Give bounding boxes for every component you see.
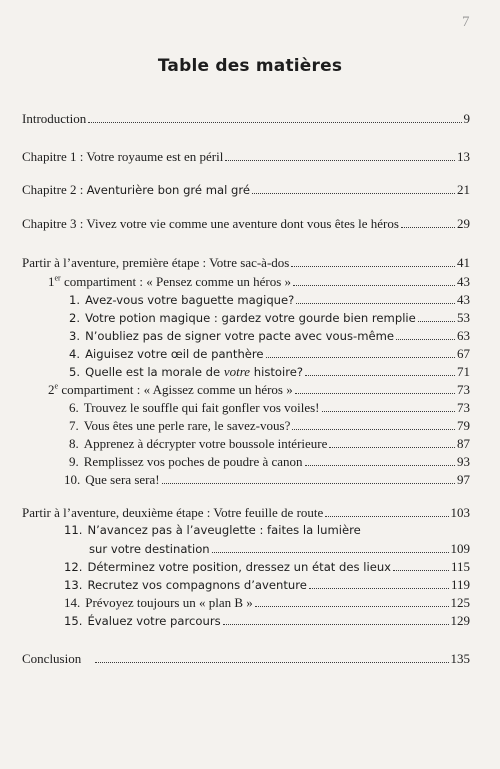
toc-entry-page: 43 [457, 292, 470, 307]
toc-entry-label: Vous êtes une perle rare, le savez-vous? [83, 418, 291, 433]
page-number: 7 [462, 14, 470, 30]
dot-leader [255, 595, 449, 607]
toc-entry-number: 7. [69, 418, 79, 433]
toc-entry-number: 5. [69, 365, 81, 379]
dot-leader [292, 418, 455, 430]
toc-entry-label: Recrutez vos compagnons d’aventure [87, 578, 307, 592]
toc-entry-page: 41 [457, 255, 470, 270]
dot-leader [95, 651, 448, 663]
toc-entry-number: 11. [64, 523, 83, 537]
toc-entry-section-14 [64, 594, 470, 611]
toc-entry-section-8 [69, 435, 470, 452]
toc-entry-section-13 [64, 576, 470, 594]
toc-entry-page: 29 [457, 216, 470, 231]
toc-entry-page: 73 [457, 382, 470, 397]
dot-leader [305, 454, 455, 466]
toc-entry-number: 4. [69, 347, 81, 361]
toc-entry-label: Partir à l’aventure, première étape : Votre sac-à-dos [22, 255, 290, 270]
toc-entry-page: 73 [457, 400, 470, 415]
toc-entry-compartment-2 [48, 381, 470, 398]
toc-entry-label: Prévoyez toujours un « plan B » [85, 595, 253, 610]
toc-entry-section-6 [69, 399, 470, 416]
dot-leader [212, 541, 449, 553]
toc-entry-label: Trouvez le souffle qui fait gonfler vos voiles! [83, 400, 320, 415]
dot-leader [418, 310, 455, 322]
dot-leader [252, 182, 455, 194]
toc-entry-page: 93 [457, 454, 470, 469]
toc-entry-page: 43 [457, 274, 470, 289]
toc-entry-section-12 [64, 558, 470, 576]
dot-leader [295, 382, 455, 394]
toc-entry-section-2 [69, 309, 470, 327]
toc-entry-label: Votre potion magique : gardez votre gourde bien remplie [85, 311, 416, 325]
toc-entry-section-9 [69, 453, 470, 470]
toc-entry-page: 119 [450, 577, 470, 592]
toc-entry-number: 6. [69, 400, 79, 415]
toc-entry-section-4 [69, 345, 470, 363]
dot-leader [396, 328, 455, 340]
toc-entry-label: Chapitre 1 : Votre royaume est en péril [22, 149, 224, 164]
toc-entry-label: Chapitre 2 : Aventurière bon gré mal gré [22, 182, 251, 197]
toc-entry-label: sur votre destination [89, 542, 210, 556]
toc-entry-chapter-1 [22, 148, 470, 165]
toc-entry-page: 109 [450, 541, 470, 556]
toc-entry-number: 3. [69, 329, 81, 343]
dot-leader [88, 111, 461, 123]
toc-entry-label: Aiguisez votre œil de panthère [85, 347, 264, 361]
toc-entry-page: 135 [450, 651, 470, 666]
toc-entry-label: N’oubliez pas de signer votre pacte avec vous-même [85, 329, 395, 343]
toc-entry-label: 2e compartiment : « Agissez comme un héros » [48, 381, 293, 397]
dot-leader [291, 255, 455, 267]
toc-entry-label: Que sera sera! [85, 472, 160, 487]
dot-leader [305, 364, 455, 376]
toc-entry-number: 9. [69, 454, 79, 469]
toc-entry-label: N’avancez pas à l’aveuglette : faites la lumière [87, 523, 361, 537]
dot-leader [293, 274, 455, 286]
page-title: Table des matières [157, 56, 343, 76]
toc-entry-label: Évaluez votre parcours [87, 614, 221, 628]
toc-entry-part-2 [22, 504, 470, 521]
toc-entry-label: Chapitre 3 : Vivez votre vie comme une aventure dont vous êtes le héros [22, 216, 399, 231]
dot-leader [322, 400, 455, 412]
dot-leader [266, 346, 455, 358]
dot-leader [223, 613, 449, 625]
toc-entry-section-5 [69, 363, 470, 381]
toc-entry-chapter-2 [22, 181, 470, 199]
toc-entry-page: 21 [457, 182, 470, 197]
toc-entry-section-11 [64, 522, 470, 539]
toc-entry-page: 125 [450, 595, 470, 610]
toc-entry-page: 79 [457, 418, 470, 433]
toc-entry-page: 129 [450, 613, 470, 628]
toc-entry-number: 12. [64, 560, 83, 574]
toc-entry-section-1 [69, 291, 470, 309]
toc-entry-section-7 [69, 417, 470, 434]
toc-entry-part-1 [22, 254, 470, 271]
toc-entry-number: 15. [64, 614, 83, 628]
dot-leader [329, 436, 455, 448]
dot-leader [309, 577, 449, 589]
toc-entry-page: 97 [457, 472, 470, 487]
toc-entry-section-15 [64, 612, 470, 630]
toc-entry-page: 13 [457, 149, 470, 164]
toc-entry-section-10 [64, 471, 470, 488]
toc-entry-label: Remplissez vos poches de poudre à canon [83, 454, 303, 469]
toc-entry-label: 1er compartiment : « Pensez comme un héros » [48, 273, 292, 289]
toc-entry-label: Introduction [22, 111, 87, 126]
toc-entry-page: 71 [457, 364, 470, 379]
dot-leader [162, 472, 455, 484]
toc-entry-number: 13. [64, 578, 83, 592]
toc-entry-label: Quelle est la morale de votre histoire? [85, 364, 304, 379]
toc-entry-page: 103 [450, 505, 470, 520]
toc-entry-page: 115 [450, 559, 470, 574]
toc-entry-page: 9 [463, 111, 470, 126]
toc-entry-compartment-1 [48, 273, 470, 290]
toc-entry-number: 8. [69, 436, 79, 451]
toc-entry-introduction [22, 110, 470, 127]
toc-entry-chapter-3 [22, 215, 470, 232]
dot-leader [401, 216, 455, 228]
toc-entry-label: Partir à l’aventure, deuxième étape : Votre feuille de route [22, 505, 324, 520]
toc-entry-number: 1. [69, 293, 81, 307]
toc-entry-number: 10. [64, 472, 81, 487]
toc-entry-conclusion [22, 650, 470, 667]
toc-entry-page: 53 [457, 310, 470, 325]
toc-entry-page: 87 [457, 436, 470, 451]
toc-entry-label: Apprenez à décrypter votre boussole intérieure [83, 436, 328, 451]
dot-leader [296, 292, 455, 304]
toc-entry-label: Avez-vous votre baguette magique? [85, 293, 295, 307]
toc-entry-number: 2. [69, 311, 81, 325]
toc-entry-section-11-continued [89, 540, 470, 558]
dot-leader [225, 149, 455, 161]
toc-entry-section-3 [69, 327, 470, 345]
toc-entry-page: 63 [457, 328, 470, 343]
toc-entry-label: Conclusion [22, 651, 82, 666]
toc-entry-label: Déterminez votre position, dressez un état des lieux [87, 560, 392, 574]
toc-entry-page: 67 [457, 346, 470, 361]
dot-leader [393, 559, 449, 571]
toc-entry-number: 14. [64, 595, 81, 610]
dot-leader [325, 505, 448, 517]
